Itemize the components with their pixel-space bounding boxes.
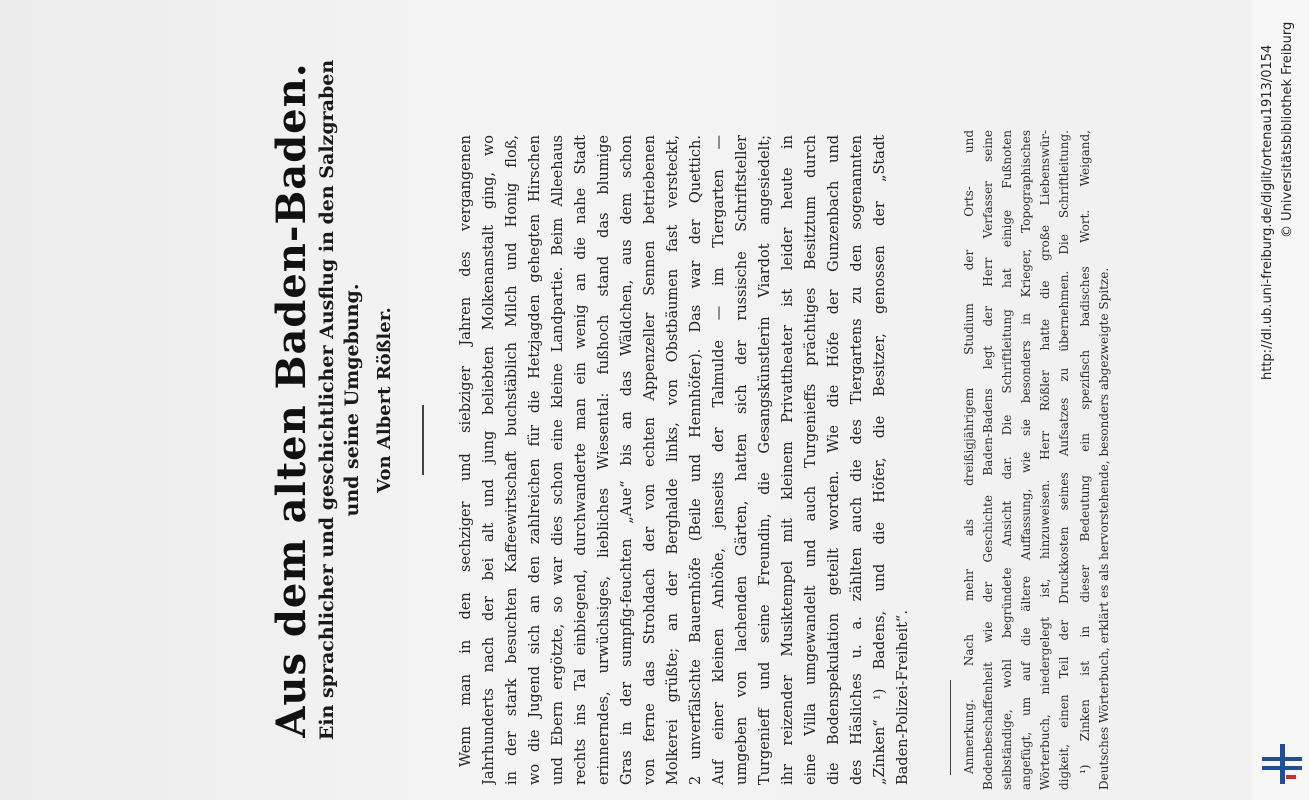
title-divider [422, 405, 424, 475]
body-line: in der stark besuchten Kaffeewirtschaft buchstäblich Milch und Honig floß, [504, 135, 520, 785]
body-line: ihr reizender Musiktempel mit kleinem Privattheater ist leider heute in [780, 135, 796, 785]
body-line: rechts ins Tal einbiegend, durchwanderte man ein wenig an die nahe Stadt [573, 135, 589, 785]
body-line: erinnerndes, urwüchsiges, liebliches Wiesental: fußhoch stand das blumige [596, 135, 612, 785]
note-line: Anmerkung. Nach mehr als dreißigjährigem Studium der Orts- und [962, 130, 976, 774]
body-line: eine Villa umgewandelt und auch Turgenieffs prächtiges Besitztum durch [803, 135, 819, 785]
note-line: Wörterbuch, niedergelegt ist, hinzuweisen. Herr Rößler hatte die große Liebenswür- [1038, 130, 1052, 790]
body-line: wo die Jugend sich an den zahlreichen für die Hetzjagden gehegten Hirschen [527, 135, 543, 785]
body-line: die Bodenspekulation geteilt worden. Wie die Höfe der Gunzenbach und [826, 135, 842, 785]
body-line: des Häsliches u. a. zählten auch die des Tiergartens zu den sogenannten [849, 135, 865, 785]
article-subtitle-line2: und seine Umgebung. [341, 283, 363, 517]
note-line: Bodenbeschaffenheit wie der Geschichte Baden-Badens legt der Herr Verfasser seine [981, 130, 995, 790]
body-line: Wenn man in den sechziger und siebziger Jahren des vergangenen [458, 135, 474, 767]
note-line: ¹) Zinken ist in dieser Bedeutung ein spezifisch badisches Wort. Weigand, [1078, 130, 1092, 774]
article-author: Von Albert Rößler. [374, 307, 395, 493]
body-line: Jahrhunderts nach der bei alt und jung beliebten Molkenanstalt ging, wo [481, 135, 497, 785]
body-line: von ferne das Strohdach der von echten Appenzeller Sennen betriebenen [642, 135, 658, 785]
copyright-notice: © Universitätsbibliothek Freiburg [1280, 21, 1295, 238]
body-line: 2 unverfälschte Bauernhöfe (Beile und Hennhöfer). Das war der Quettich. [688, 135, 704, 785]
body-line: Gras in der sumpfig-feuchten „Aue“ bis an das Wäldchen, aus dem schon [619, 135, 635, 785]
body-line: umgeben von lachenden Gärten, hatten sich der russische Schriftsteller [734, 135, 750, 785]
article-title: Aus dem alten Baden-Baden. [268, 62, 315, 738]
note-line: angefügt, um auf die ältere Auffassung, wie sie besonders in Krieger, Topographisches [1019, 130, 1033, 790]
note-line: Deutsches Wörterbuch, erklärt es als hervorstehende, besonders abgezweigte Spitze. [1097, 267, 1111, 790]
note-line: selbständige, wohl begründete Ansicht dar. Die Schriftleitung hat einige Fußnoten [1000, 130, 1014, 790]
body-line: Baden-Polizei-Freiheit“. [895, 610, 911, 785]
article-subtitle-line1: Ein sprachlicher und geschichtlicher Ausflug in den Salzgraben [316, 59, 338, 741]
body-line: und Ebern ergötzte, so war dies schon eine kleine Landpartie. Beim Alleehaus [550, 135, 566, 785]
body-line: Molkerei grüßte; an der Berghalde links, von Obstbäumen fast versteckt, [665, 135, 681, 785]
note-line: digkeit, einen Teil der Druckkosten seines Aufsatzes zu übernehmen. Die Schriftleitung. [1057, 130, 1071, 790]
body-line: Turgenieff und seine Freundin, die Gesangskünstlerin Viardot angesiedelt; [757, 135, 773, 785]
body-line: Auf einer kleinen Anhöhe, jenseits der Talmulde — im Tiergarten — [711, 135, 727, 785]
body-line: „Zinken“ ¹) Badens, und die Höfer, die Besitzer, genossen der „Stadt [872, 135, 888, 785]
footnote-divider [950, 680, 951, 775]
source-sidebar [1252, 0, 1309, 800]
library-logo-icon [1262, 744, 1302, 784]
source-url[interactable]: http://dl.ub.uni-freiburg.de/diglit/ortenau1913/0154 [1260, 44, 1275, 380]
